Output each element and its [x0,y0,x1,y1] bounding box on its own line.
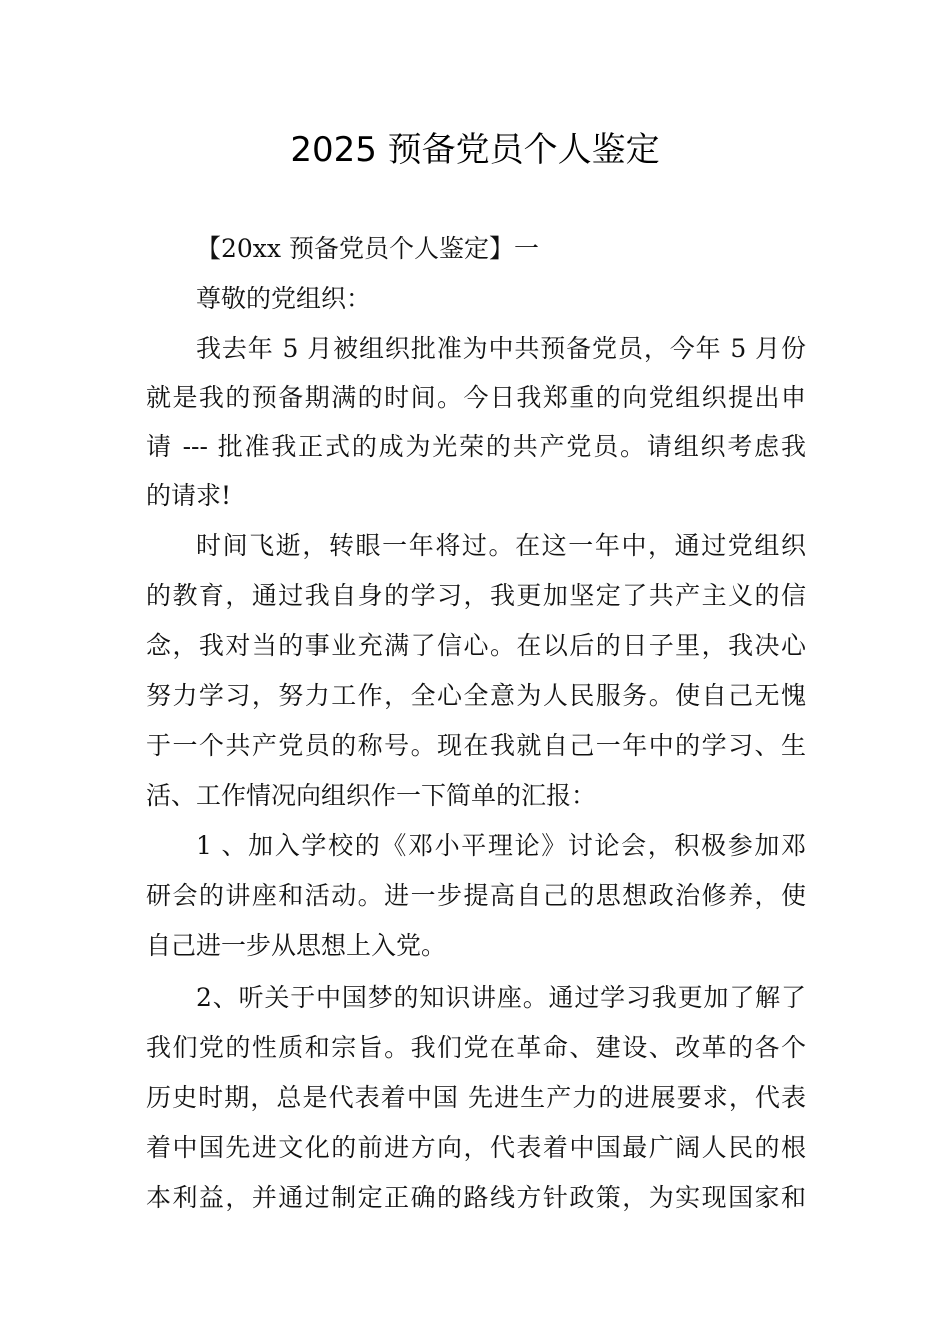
paragraph-line: 研会的讲座和活动。进一步提高自己的思想政治修养，使 [146,881,806,910]
document-title: 2025 预备党员个人鉴定 [290,130,660,170]
paragraph-line: 的教育，通过我自身的学习，我更加坚定了共产主义的信 [146,581,806,610]
paragraph-line: 时间飞逝，转眼一年将过。在这一年中，通过党组织 [196,531,806,560]
paragraph-line: 我们党的性质和宗旨。我们党在革命、建设、改革的各个 [146,1033,806,1062]
section-heading: 【20xx 预备党员个人鉴定】一 [196,234,539,263]
paragraph-line: 就是我的预备期满的时间。今日我郑重的向党组织提出申 [146,383,806,412]
paragraph-line: 努力学习，努力工作，全心全意为人民服务。使自己无愧 [146,681,806,710]
paragraph-line: 活、工作情况向组织作一下简单的汇报： [146,781,597,810]
paragraph-line: 着中国先进文化的前进方向，代表着中国最广阔人民的根 [146,1133,806,1162]
paragraph-line: 1 、加入学校的《邓小平理论》讨论会，积极参加邓 [196,831,806,860]
paragraph-line: 本利益，并通过制定正确的路线方针政策，为实现国家和 [146,1183,806,1212]
paragraph-line: 我去年 5 月被组织批准为中共预备党员，今年 5 月份 [196,334,806,363]
paragraph-line: 2、听关于中国梦的知识讲座。通过学习我更加了解了 [196,983,806,1012]
paragraph-line: 历史时期，总是代表着中国 先进生产力的进展要求，代表 [146,1083,806,1112]
paragraph-line: 的请求! [146,481,232,510]
paragraph-line: 请 --- 批准我正式的成为光荣的共产党员。请组织考虑我 [146,432,806,461]
paragraph-line: 自己进一步从思想上入党。 [146,931,447,960]
salutation: 尊敬的党组织： [196,284,372,313]
paragraph-line: 念，我对当的事业充满了信心。在以后的日子里，我决心 [146,631,806,660]
paragraph-line: 于一个共产党员的称号。现在我就自己一年中的学习、生 [146,731,806,760]
